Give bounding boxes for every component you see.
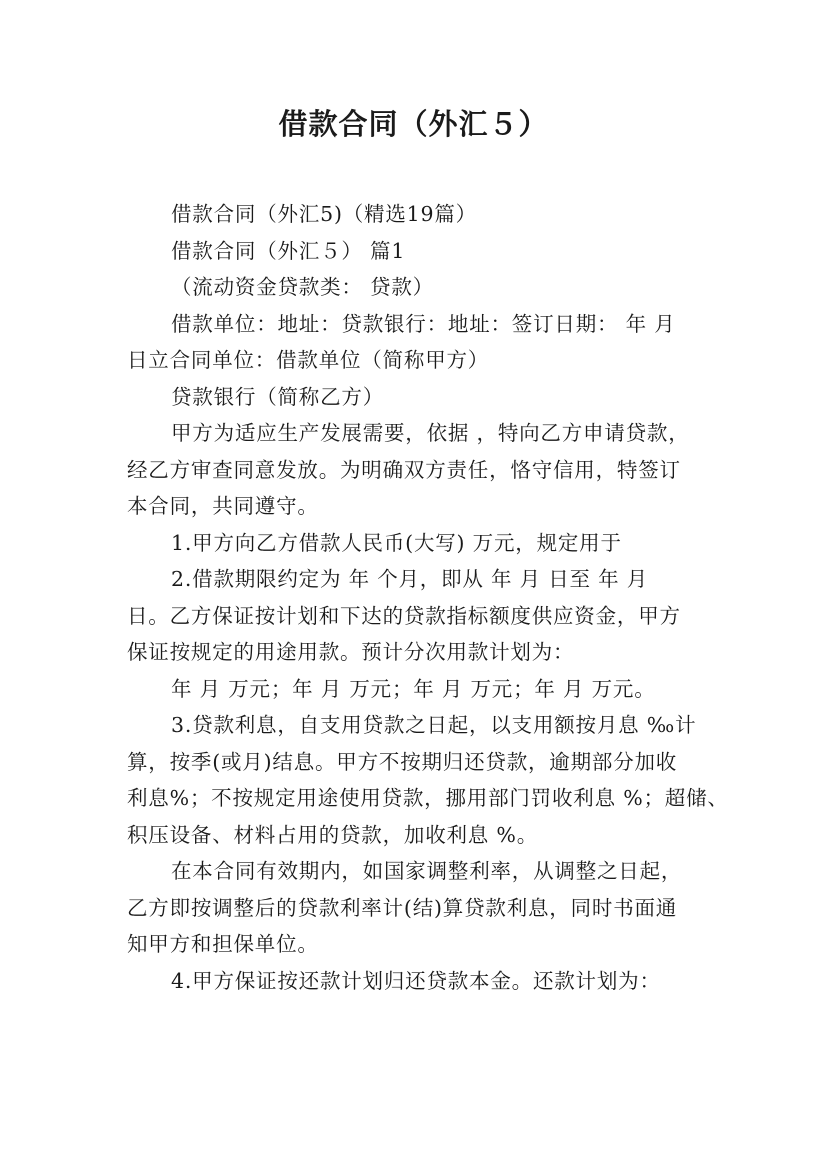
document-line: 算，按季(或月)结息。甲方不按期归还贷款，逾期部分加收: [127, 749, 678, 774]
document-line: 2.借款期限约定为 年 个月，即从 年 月 日至 年 月: [171, 567, 649, 591]
document-body: [127, 196, 729, 999]
document-line: 日立合同单位：借款单位（简称甲方）: [127, 348, 490, 372]
document-line: 4.甲方保证按还款计划归还贷款本金。还款计划为：: [171, 968, 661, 993]
document-line: （流动资金贷款类： 贷款）: [171, 275, 434, 299]
document-line: 年 月 万元；年 月 万元；年 月 万元；年 月 万元。: [171, 676, 656, 701]
document-line: 日。乙方保证按计划和下达的贷款指标额度供应资金，甲方: [127, 603, 681, 628]
document-line: 贷款银行（简称乙方）: [171, 384, 384, 409]
document-line: 借款合同（外汇5)（精选19篇）: [171, 202, 477, 226]
document-line: 保证按规定的用途用款。预计分次用款计划为：: [127, 640, 575, 664]
document-line: 在本合同有效期内，如国家调整利率，从调整之日起，: [171, 859, 683, 883]
document-line: 经乙方审查同意发放。为明确双方责任，恪守信用，特签订: [127, 457, 681, 482]
document-line: 本合同，共同遵守。: [127, 494, 319, 518]
document-line: 甲方为适应生产发展需要，依据 ，特向乙方申请贷款，: [171, 421, 690, 445]
document-line: 利息%；不按规定用途使用贷款，挪用部门罚收利息 %；超储、: [127, 786, 729, 810]
document-line: 知甲方和担保单位。: [127, 932, 319, 956]
document-line: 借款合同（外汇５） 篇1: [171, 238, 406, 263]
document-line: 借款单位：地址：贷款银行：地址：签订日期： 年 月: [171, 311, 676, 336]
document-line: 积压设备、材料占用的贷款，加收利息 %。: [127, 822, 538, 847]
document-line: 1.甲方向乙方借款人民币(大写) 万元，规定用于: [171, 530, 622, 555]
document-line: 3.贷款利息，自支用贷款之日起，以支用额按月息 ‰计: [171, 713, 697, 737]
document-line: 乙方即按调整后的贷款利率计(结)算贷款利息，同时书面通: [127, 895, 678, 920]
document-title: 借款合同（外汇５）: [278, 107, 549, 141]
